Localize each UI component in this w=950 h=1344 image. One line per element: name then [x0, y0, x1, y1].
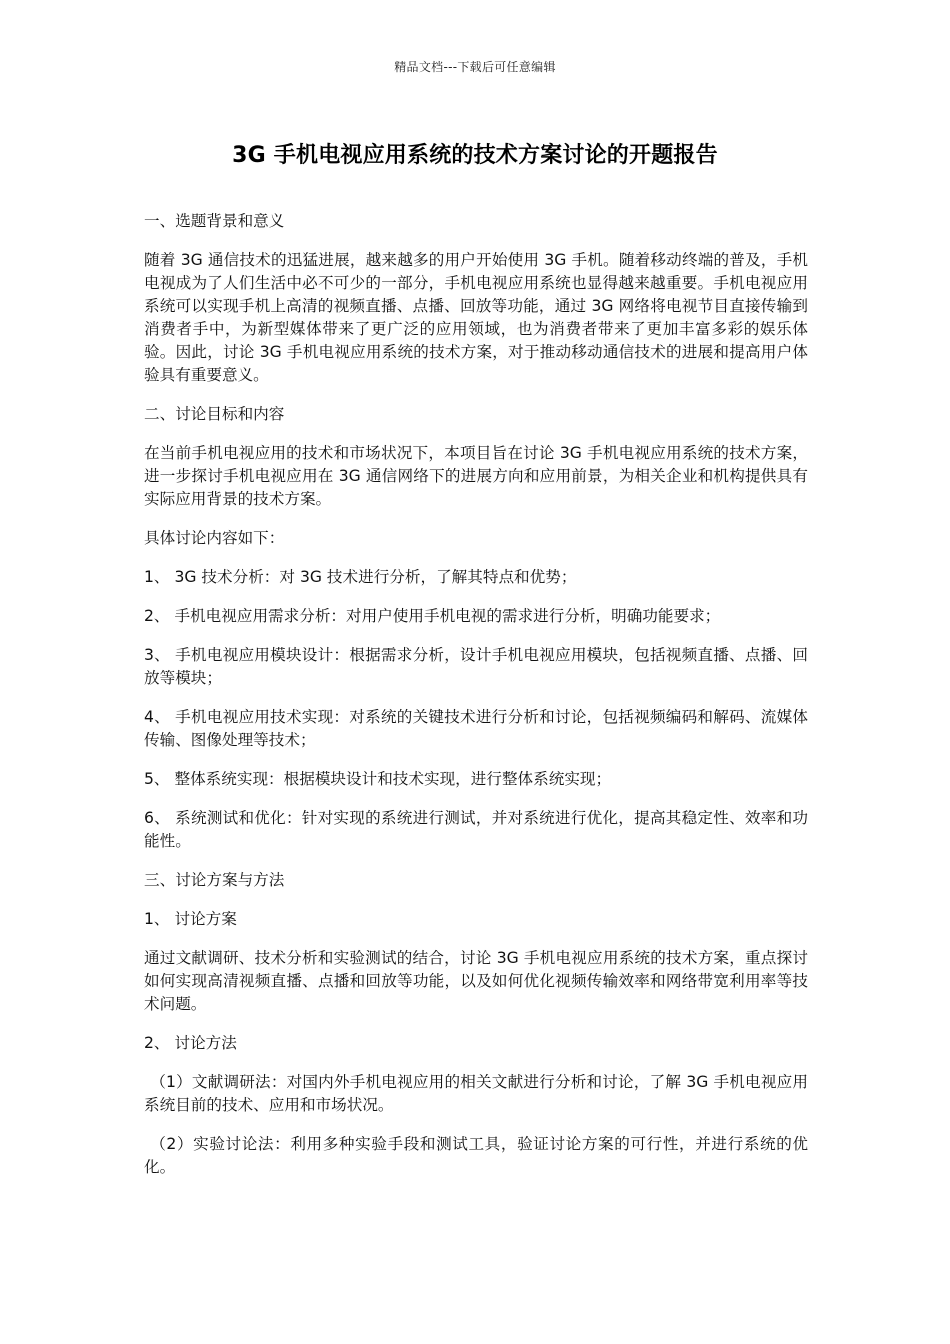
paragraph-goals: 在当前手机电视应用的技术和市场状况下，本项目旨在讨论 3G 手机电视应用系统的技术方案，进一步探讨手机电视应用在 3G 通信网络下的进展方向和应用前景，为相关企业和机构提供具有实际应用背景的技术方案。 — [144, 444, 808, 508]
list-item-1: 1、 3G 技术分析：对 3G 技术进行分析，了解其特点和优势； — [144, 568, 577, 586]
page-header-note: 精品文档---下载后可任意编辑 — [394, 60, 556, 74]
paragraph-plan: 通过文献调研、技术分析和实验测试的结合，讨论 3G 手机电视应用系统的技术方案，重点探讨如何实现高清视频直播、点播和回放等功能，以及如何优化视频传输效率和网络带宽利用率等技术问题。 — [144, 949, 808, 1013]
paragraph-method-literature: （1）文献调研法：对国内外手机电视应用的相关文献进行分析和讨论，了解 3G 手机电视应用系统目前的技术、应用和市场状况。 — [144, 1073, 808, 1114]
subheading-method: 2、 讨论方法 — [144, 1034, 237, 1052]
list-item-6: 6、 系统测试和优化：针对实现的系统进行测试，并对系统进行优化，提高其稳定性、效率和功能性。 — [144, 809, 808, 850]
list-item-2: 2、 手机电视应用需求分析：对用户使用手机电视的需求进行分析，明确功能要求； — [144, 607, 721, 625]
subheading-plan: 1、 讨论方案 — [144, 910, 237, 928]
section-heading-methods: 三、讨论方案与方法 — [144, 871, 285, 889]
paragraph-method-experiment: （2）实验讨论法：利用多种实验手段和测试工具，验证讨论方案的可行性，并进行系统的优化。 — [144, 1135, 808, 1176]
list-item-4: 4、 手机电视应用技术实现：对系统的关键技术进行分析和讨论，包括视频编码和解码、流媒体传输、图像处理等技术； — [144, 708, 808, 749]
paragraph-background: 随着 3G 通信技术的迅猛进展，越来越多的用户开始使用 3G 手机。随着移动终端的普及，手机电视成为了人们生活中必不可少的一部分，手机电视应用系统也显得越来越重要。手机电视应用系统可以实现手机上高清的视频直播、点播、回放等功能，通过 3G 网络将电视节目直接传输到消费者手中，为新型媒体带来了更广泛的应用领域，也为消费者带来了更加丰富多彩的娱乐体验。因此，讨论 3G 手机电视应用系统的技术方案，对于推动移动通信技术的进展和提高用户体验具有重要意义。 — [144, 251, 808, 384]
list-item-5: 5、 整体系统实现：根据模块设计和技术实现，进行整体系统实现； — [144, 770, 612, 788]
list-item-3: 3、 手机电视应用模块设计：根据需求分析，设计手机电视应用模块，包括视频直播、点播、回放等模块； — [144, 646, 808, 687]
document-body — [144, 210, 808, 1195]
paragraph-content-intro: 具体讨论内容如下： — [144, 529, 285, 547]
section-heading-background: 一、选题背景和意义 — [144, 212, 285, 230]
document-title: 3G 手机电视应用系统的技术方案讨论的开题报告 — [232, 143, 718, 168]
section-heading-goals: 二、讨论目标和内容 — [144, 405, 285, 423]
